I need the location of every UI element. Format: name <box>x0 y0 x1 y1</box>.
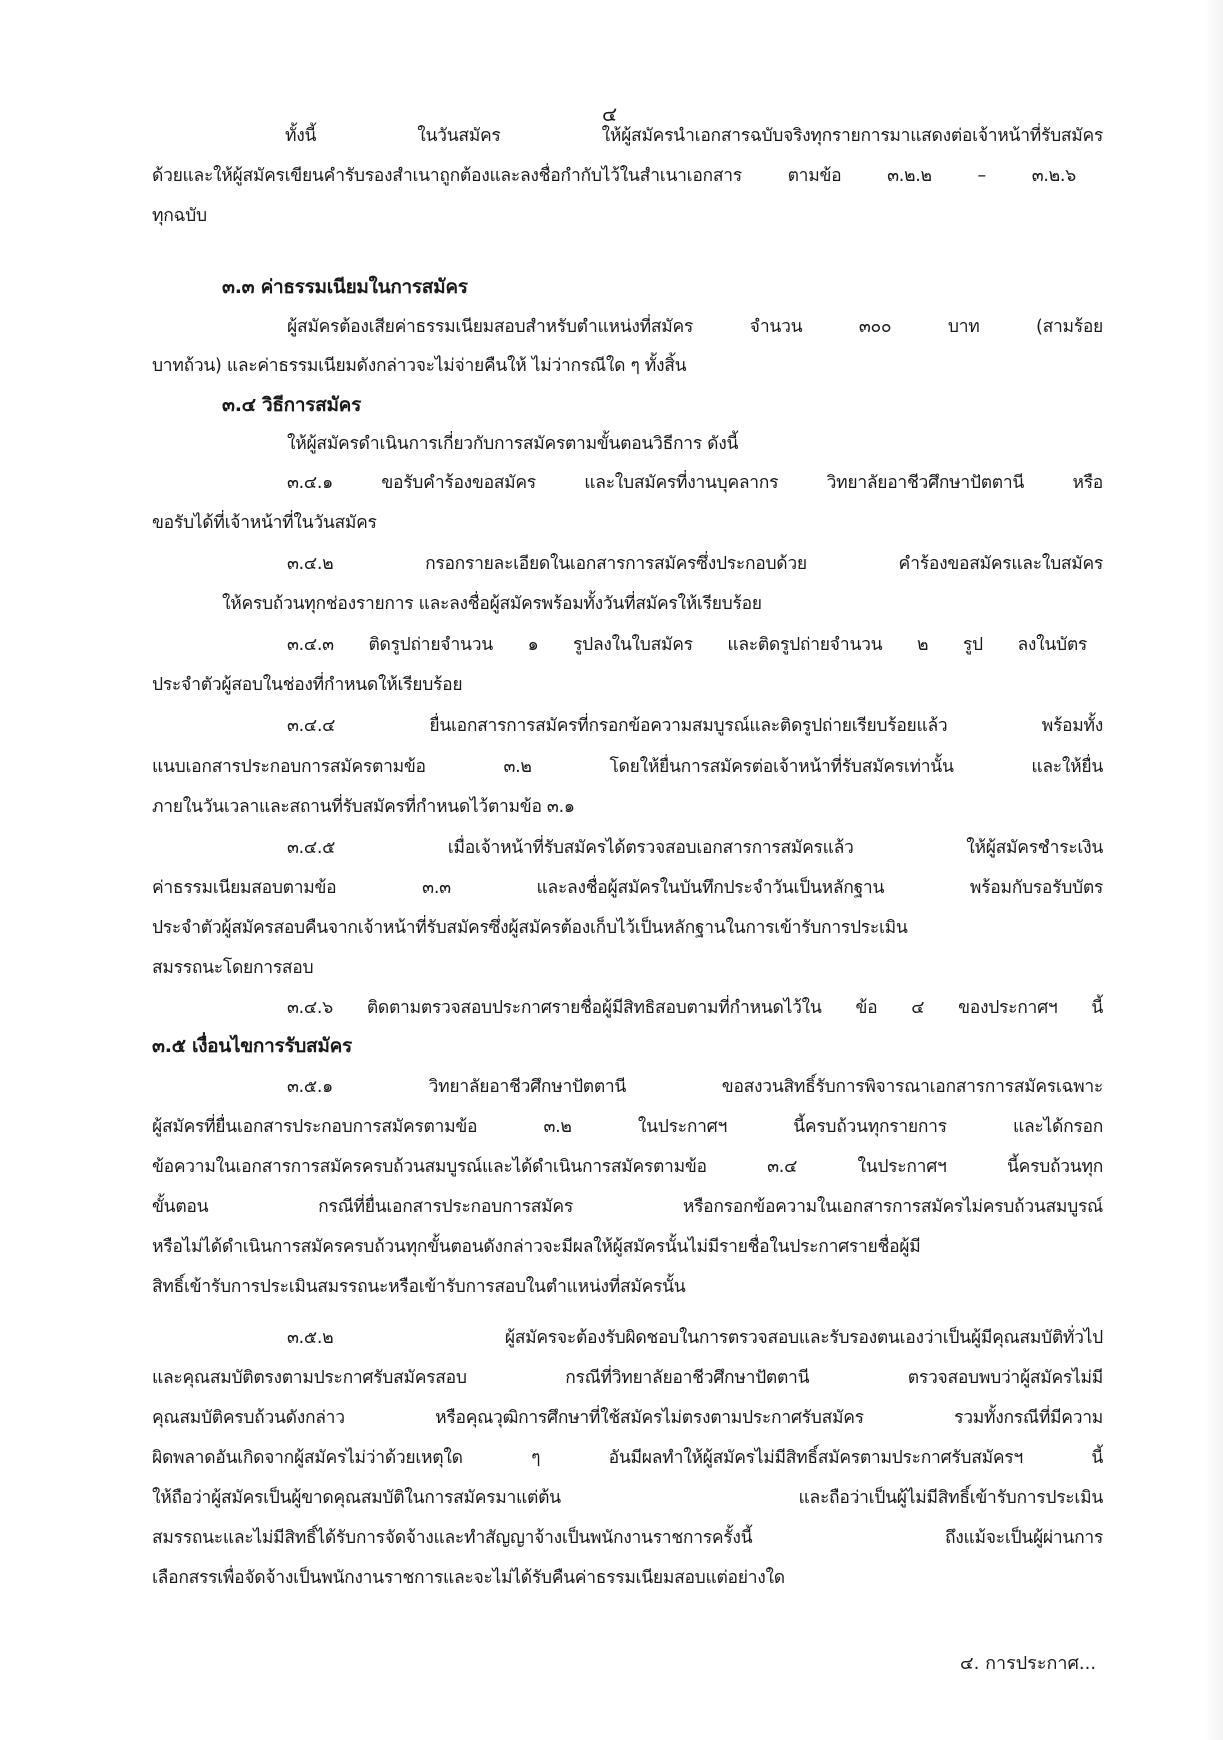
s345-line-1: ๓.๔.๕ เมื่อเจ้าหน้าที่รับสมัครได้ตรวจสอบเอกสารการสมัครแล้ว ให้ผู้สมัครชำระเงิน <box>287 838 1103 858</box>
s34-intro: ให้ผู้สมัครดำเนินการเกี่ยวกับการสมัครตามขั้นตอนวิธีการ ดังนี้ <box>287 434 739 454</box>
s344-line-2: แนบเอกสารประกอบการสมัครตามข้อ ๓.๒ โดยให้ยื่นการสมัครต่อเจ้าหน้าที่รับสมัครเท่านั้น และให้ยื่น <box>152 757 1103 777</box>
section-heading-3-4: ๓.๔ วิธีการสมัคร <box>222 394 361 416</box>
section-heading-3-3: ๓.๓ ค่าธรรมเนียมในการสมัคร <box>222 276 468 298</box>
s345-line-2: ค่าธรรมเนียมสอบตามข้อ ๓.๓ และลงชื่อผู้สมัครในบันทึกประจำวันเป็นหลักฐาน พร้อมกับรอรับบัตร <box>152 878 1103 898</box>
intro-line-2: ด้วยและให้ผู้สมัครเขียนคำรับรองสำเนาถูกต้องและลงชื่อกำกับไว้ในสำเนาเอกสาร ตามข้อ ๓.๒.๒ – ๓.๒.๖ <box>152 166 1076 186</box>
s343-line-2: ประจำตัวผู้สอบในช่องที่กำหนดให้เรียบร้อย <box>152 675 463 695</box>
s352-line-6: สมรรถนะและไม่มีสิทธิ์ได้รับการจัดจ้างและทำสัญญาจ้างเป็นพนักงานราชการครั้งนี้ ถึงแม้จะเป็นผู้ผ่านการ <box>152 1528 1103 1548</box>
s341-line-1: ๓.๔.๑ ขอรับคำร้องขอสมัคร และใบสมัครที่งานบุคลากร วิทยาลัยอาชีวศึกษาปัตตานี หรือ <box>287 473 1103 493</box>
scan-edge-shadow <box>1205 0 1223 1740</box>
s345-line-4: สมรรถนะโดยการสอบ <box>152 958 314 978</box>
page-number: ๔ <box>602 102 618 126</box>
s352-line-3: คุณสมบัติครบถ้วนดังกล่าว หรือคุณวุฒิการศึกษาที่ใช้สมัครไม่ตรงตามประกาศรับสมัคร รวมทั้งกรณีที่มีความ <box>152 1408 1103 1428</box>
s345-line-3: ประจำตัวผู้สมัครสอบคืนจากเจ้าหน้าที่รับสมัครซึ่งผู้สมัครต้องเก็บไว้เป็นหลักฐานในการเข้ารับการประเมิน <box>152 918 908 938</box>
s33-line-2: บาทถ้วน) และค่าธรรมเนียมดังกล่าวจะไม่จ่ายคืนให้ ไม่ว่ากรณีใด ๆ ทั้งสิ้น <box>152 356 687 376</box>
s344-line-1: ๓.๔.๔ ยื่นเอกสารการสมัครที่กรอกข้อความสมบูรณ์และติดรูปถ่ายเรียบร้อยแล้ว พร้อมทั้ง <box>287 716 1103 736</box>
intro-line-3: ทุกฉบับ <box>152 206 207 226</box>
s351-line-3: ข้อความในเอกสารการสมัครครบถ้วนสมบูรณ์และได้ดำเนินการสมัครตามข้อ ๓.๔ ในประกาศฯ นี้ครบถ้วนทุก <box>152 1157 1103 1177</box>
s351-line-5: หรือไม่ได้ดำเนินการสมัครครบถ้วนทุกขั้นตอนดังกล่าวจะมีผลให้ผู้สมัครนั้นไม่มีรายชื่อในประกาศรายชื่อผู้มี <box>152 1237 921 1257</box>
s352-line-5: ให้ถือว่าผู้สมัครเป็นผู้ขาดคุณสมบัติในการสมัครมาแต่ต้น และถือว่าเป็นผู้ไม่มีสิทธิ์เข้ารับการประเมิน <box>152 1488 1103 1508</box>
s352-line-7: เลือกสรรเพื่อจัดจ้างเป็นพนักงานราชการและจะไม่ได้รับคืนค่าธรรมเนียมสอบแต่อย่างใด <box>152 1568 785 1588</box>
s351-line-6: สิทธิ์เข้ารับการประเมินสมรรถนะหรือเข้ารับการสอบในตำแหน่งที่สมัครนั้น <box>152 1277 686 1297</box>
intro-line-1: ทั้งนี้ ในวันสมัคร ให้ผู้สมัครนำเอกสารฉบับจริงทุกรายการมาแสดงต่อเจ้าหน้าที่รับสมัคร <box>285 126 1103 146</box>
section-heading-3-5: ๓.๕ เงื่อนไขการรับสมัคร <box>152 1035 352 1057</box>
s352-line-2: และคุณสมบัติตรงตามประกาศรับสมัครสอบ กรณีที่วิทยาลัยอาชีวศึกษาปัตตานี ตรวจสอบพบว่าผู้สมัครไม่มี <box>152 1368 1103 1388</box>
s342-line-1: ๓.๔.๒ กรอกรายละเอียดในเอกสารการสมัครซึ่งประกอบด้วย คำร้องขอสมัครและใบสมัคร <box>287 554 1103 574</box>
s33-line-1: ผู้สมัครต้องเสียค่าธรรมเนียมสอบสำหรับตำแหน่งที่สมัคร จำนวน ๓๐๐ บาท (สามร้อย <box>287 317 1103 337</box>
s351-line-1: ๓.๕.๑ วิทยาลัยอาชีวศึกษาปัตตานี ขอสงวนสิทธิ์รับการพิจารณาเอกสารการสมัครเฉพาะ <box>287 1077 1103 1097</box>
s344-line-3: ภายในวันเวลาและสถานที่รับสมัครที่กำหนดไว้ตามข้อ ๓.๑ <box>152 797 575 817</box>
s351-line-4: ขั้นตอน กรณีที่ยื่นเอกสารประกอบการสมัคร หรือกรอกข้อความในเอกสารการสมัครไม่ครบถ้วนสมบูรณ์ <box>152 1197 1103 1217</box>
s346-line: ๓.๔.๖ ติดตามตรวจสอบประกาศรายชื่อผู้มีสิทธิสอบตามที่กำหนดไว้ใน ข้อ ๔ ของประกาศฯ นี้ <box>287 998 1103 1018</box>
s341-line-2: ขอรับได้ที่เจ้าหน้าที่ในวันสมัคร <box>152 513 377 533</box>
s342-line-2: ให้ครบถ้วนทุกช่องรายการ และลงชื่อผู้สมัครพร้อมทั้งวันที่สมัครให้เรียบร้อย <box>222 594 762 614</box>
continuation-footer: ๔. การประกาศ... <box>960 1653 1097 1674</box>
s352-line-1: ๓.๕.๒ ผู้สมัครจะต้องรับผิดชอบในการตรวจสอบและรับรองตนเองว่าเป็นผู้มีคุณสมบัติทั่วไป <box>287 1328 1103 1348</box>
s352-line-4: ผิดพลาดอันเกิดจากผู้สมัครไม่ว่าด้วยเหตุใด ๆ อันมีผลทำให้ผู้สมัครไม่มีสิทธิ์สมัครตามประกาศรับสมัครฯ นี้ <box>152 1448 1103 1468</box>
s351-line-2: ผู้สมัครที่ยื่นเอกสารประกอบการสมัครตามข้อ ๓.๒ ในประกาศฯ นี้ครบถ้วนทุกรายการ และได้กรอก <box>152 1117 1103 1137</box>
s343-line-1: ๓.๔.๓ ติดรูปถ่ายจำนวน ๑ รูปลงในใบสมัคร และติดรูปถ่ายจำนวน ๒ รูป ลงในบัตร <box>287 635 1087 655</box>
